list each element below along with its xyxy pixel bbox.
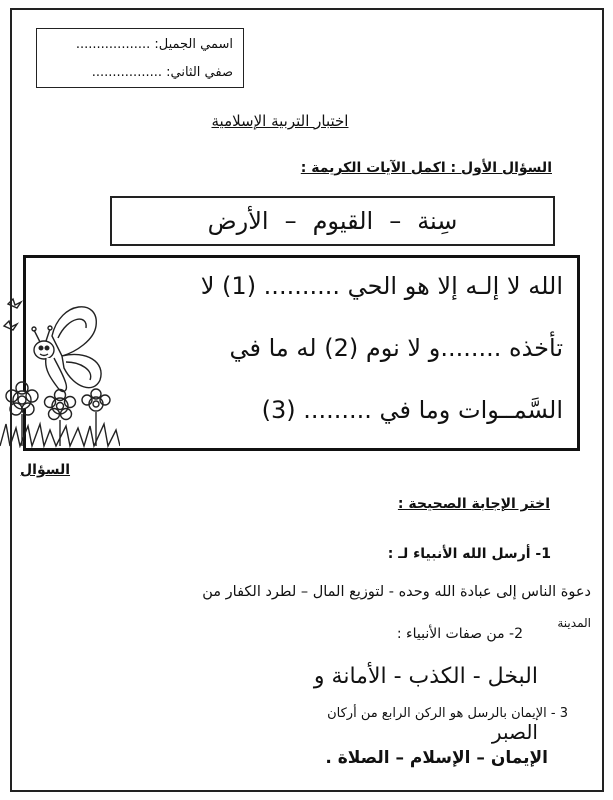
item1-prompt: 1- أرسل الله الأنبياء لـ : bbox=[387, 546, 551, 562]
question2-title: اختر الإجابة الصحيحة : bbox=[397, 496, 550, 512]
verse-line-2[interactable]: تأخذه ........و لا نوم (2) له ما في bbox=[229, 334, 563, 362]
word-bank-box bbox=[110, 196, 555, 246]
item1-options-continued[interactable]: المدينة bbox=[557, 616, 591, 630]
item2-options-continued[interactable]: الصبر bbox=[491, 720, 538, 744]
verse-line-3[interactable]: السَّمــوات وما في ......... (3) bbox=[261, 396, 563, 424]
word-bank-separator: – bbox=[389, 207, 402, 235]
question1-title: السؤال الأول : اكمل الآيات الكريمة : bbox=[300, 160, 552, 176]
word-bank-separator: – bbox=[284, 207, 297, 235]
word-bank-item: الأرض bbox=[207, 207, 269, 235]
item2-prompt: 2- من صفات الأنبياء : bbox=[396, 626, 523, 642]
verse-line-1[interactable]: الله لا إلـه إلا هو الحي .......... (1) لا bbox=[200, 272, 563, 300]
exam-title: اختبار التربية الإسلامية bbox=[211, 112, 349, 130]
word-bank-item: القيوم bbox=[312, 207, 374, 235]
section-label: السؤال bbox=[20, 462, 71, 478]
student-name-field[interactable]: اسمي الجميل: .................. bbox=[75, 37, 233, 52]
item1-options[interactable]: دعوة الناس إلى عبادة الله وحده - لتوزيع المال – لطرد الكفار من bbox=[202, 584, 591, 600]
student-info-box bbox=[36, 28, 244, 88]
item2-options[interactable]: البخل - الكذب - الأمانة و bbox=[313, 664, 538, 689]
item3-prompt: 3 - الإيمان بالرسل هو الركن الرابع من أركان bbox=[327, 706, 568, 721]
word-bank-item: سِنة bbox=[417, 207, 458, 235]
item3-options[interactable]: الإيمان – الإسلام – الصلاة . bbox=[325, 748, 548, 768]
student-grade-field[interactable]: صفي الثاني: ................. bbox=[91, 65, 233, 80]
butterfly-flower-illustration bbox=[0, 296, 120, 448]
